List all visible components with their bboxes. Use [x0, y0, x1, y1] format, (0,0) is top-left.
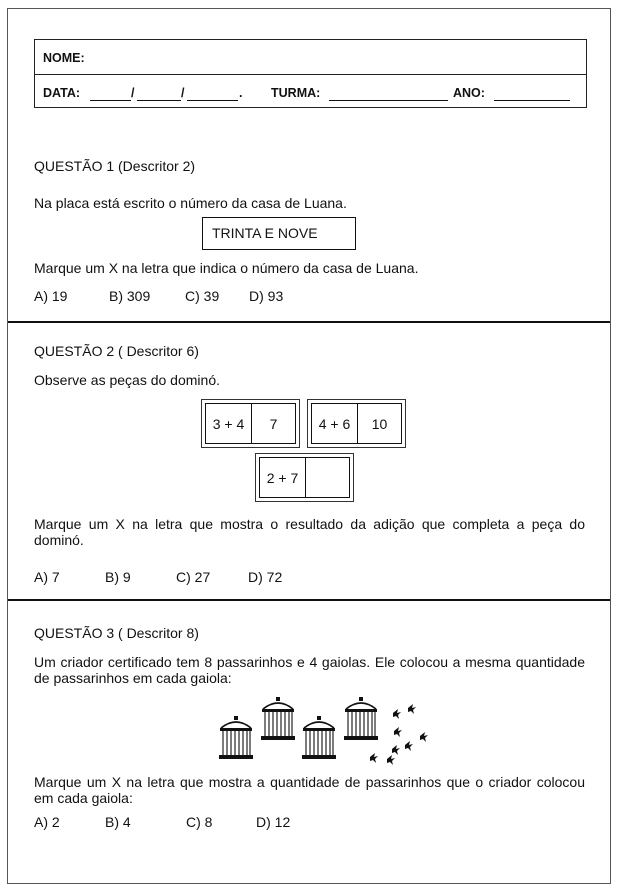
domino-left: 4 + 6: [318, 415, 351, 432]
birdcage-icon: [302, 716, 336, 759]
bird-icon: [408, 704, 416, 714]
bird-icon: [392, 745, 400, 755]
bird-icon: [394, 727, 402, 737]
domino-right: 7: [269, 415, 278, 432]
question-1-statement: Na placa está escrito o número da casa de Luana.: [34, 195, 347, 211]
bird-icon: [370, 753, 378, 763]
birdcage-icon: [344, 697, 378, 740]
domino-left: 2 + 7: [266, 469, 299, 486]
house-number-sign: [202, 217, 356, 250]
question-1-title: QUESTÃO 1 (Descritor 2): [34, 158, 196, 174]
date-year-line[interactable]: [187, 100, 238, 101]
date-separator: /: [181, 86, 185, 100]
cages-and-birds-illustration: [211, 689, 441, 769]
q3-option-c[interactable]: C) 8: [186, 814, 213, 830]
name-label: NOME:: [43, 51, 85, 65]
domino-right: [306, 458, 349, 497]
domino-left: 3 + 4: [212, 415, 245, 432]
worksheet-page: [7, 8, 611, 884]
q2-option-b[interactable]: B) 9: [105, 569, 131, 585]
question-3-title: QUESTÃO 3 ( Descritor 8): [34, 625, 199, 641]
year-label: ANO:: [453, 86, 485, 100]
q2-option-a[interactable]: A) 7: [34, 569, 60, 585]
house-number-sign-text: TRINTA E NOVE: [212, 225, 318, 241]
name-row: [35, 40, 586, 75]
question-3-instruction: Marque um X na letra que mostra a quantidade de passarinhos que o criador colocou em cada gaiola:: [34, 774, 585, 806]
question-2-title: QUESTÃO 2 ( Descritor 6): [34, 343, 199, 359]
section-divider: [8, 599, 610, 601]
birdcage-icon: [219, 716, 253, 759]
q1-option-d[interactable]: D) 93: [249, 288, 284, 304]
domino-piece-incomplete: [255, 453, 354, 502]
q3-option-a[interactable]: A) 2: [34, 814, 60, 830]
q1-option-c[interactable]: C) 39: [185, 288, 220, 304]
date-month-line[interactable]: [137, 100, 181, 101]
question-2-instruction: Marque um X na letra que mostra o resultado da adição que completa a peça do dominó.: [34, 516, 585, 548]
q1-option-a[interactable]: A) 19: [34, 288, 68, 304]
class-label: TURMA:: [271, 86, 321, 100]
domino-right: 10: [371, 415, 388, 432]
bird-icon: [387, 755, 395, 765]
domino-piece: [201, 399, 300, 448]
bird-icon: [405, 741, 413, 751]
q2-option-d[interactable]: D) 72: [248, 569, 283, 585]
date-separator: /: [131, 86, 135, 100]
bird-icon: [420, 732, 428, 742]
q2-option-c[interactable]: C) 27: [176, 569, 211, 585]
date-label: DATA:: [43, 86, 81, 100]
q1-option-b[interactable]: B) 309: [109, 288, 151, 304]
date-day-line[interactable]: [90, 100, 131, 101]
domino-piece: [307, 399, 406, 448]
year-line[interactable]: [494, 100, 570, 101]
bird-icon: [393, 709, 401, 719]
q3-option-d[interactable]: D) 12: [256, 814, 291, 830]
student-info-box: [34, 39, 587, 108]
date-end-dot: .: [239, 86, 243, 100]
question-3-statement: Um criador certificado tem 8 passarinhos e 4 gaiolas. Ele colocou a mesma quantidade de passarinhos em cada gaiola:: [34, 654, 585, 686]
class-line[interactable]: [329, 100, 448, 101]
birdcage-icon: [261, 697, 295, 740]
q3-option-b[interactable]: B) 4: [105, 814, 131, 830]
question-1-instruction: Marque um X na letra que indica o número da casa de Luana.: [34, 260, 419, 276]
section-divider: [8, 321, 610, 323]
question-2-statement: Observe as peças do dominó.: [34, 372, 220, 388]
